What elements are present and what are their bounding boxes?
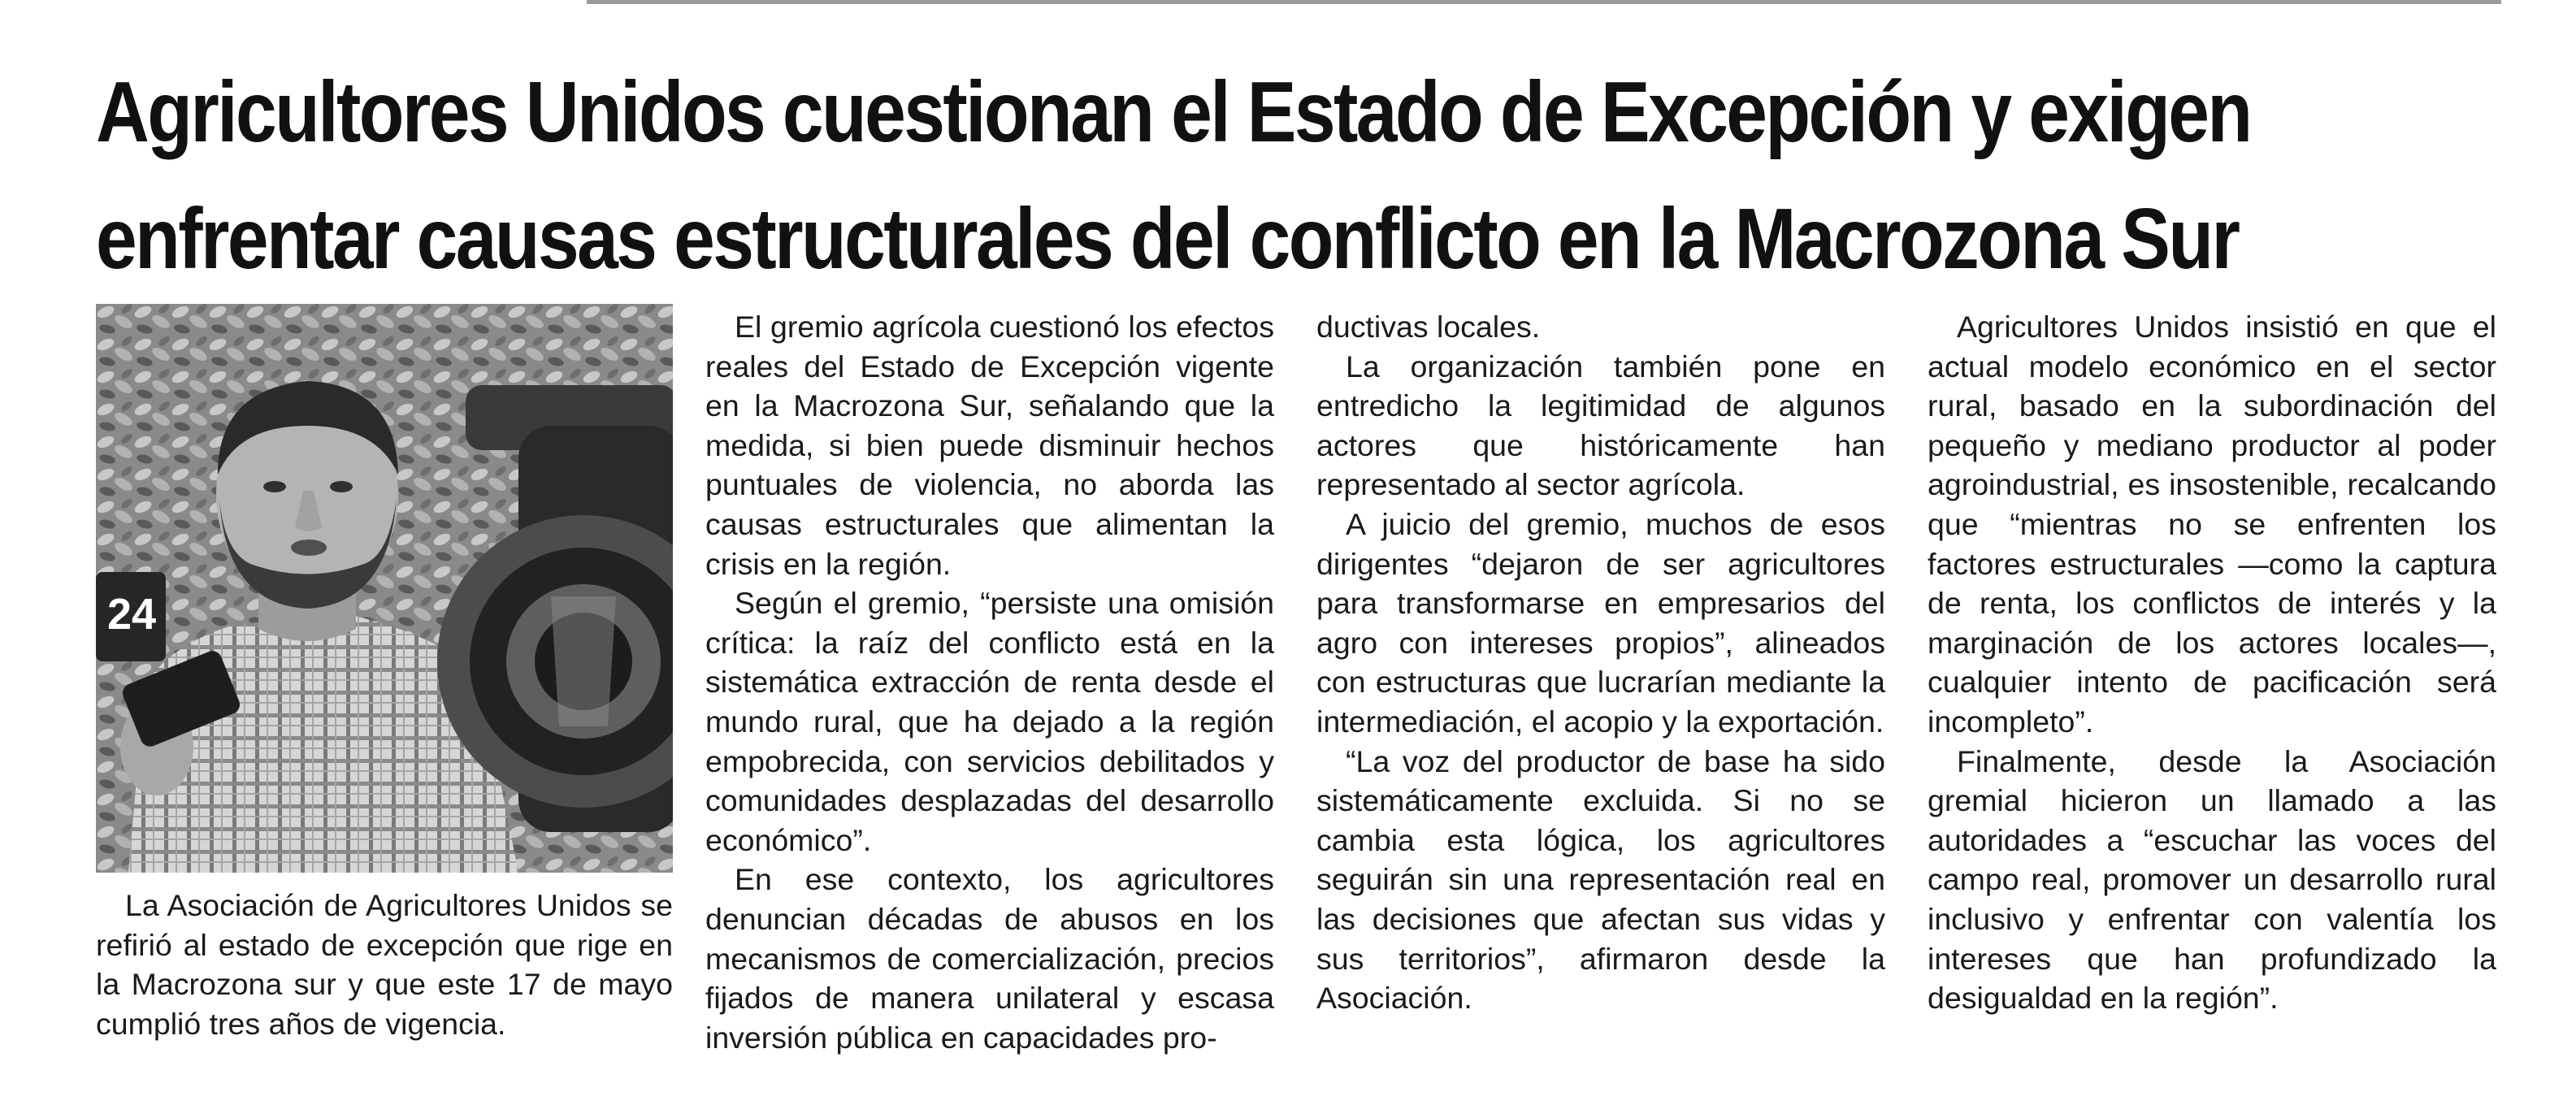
article-column-2 [1316, 307, 1885, 1018]
paragraph: Agricultores Unidos insistió en que el actual modelo económico en el sector rural, basado en la subordinación del pequeño y mediano productor al poder agroindustrial, es insostenible, recalcando que “mientras no se enfrenten los factores estructurales —como la captura de renta, los conflictos de interés y la marginación de los actores locales—, cualquier intento de pacificación será incompleto”. [1928, 310, 2496, 739]
headline [96, 49, 2251, 302]
top-rule [587, 0, 2501, 4]
paragraph-continued: ductivas locales. [1316, 310, 1541, 344]
paragraph: “La voz del productor de base ha sido sistemáticamente excluida. Si no se cambia esta lógica, los agricultores seguirán sin una representación real en las decisiones que afectan sus vidas y sus territorios”, afirmaron desde la Asociación. [1316, 743, 1885, 1016]
paragraph: A juicio del gremio, muchos de esos dirigentes “dejaron de ser agricultores para transformarse en empresarios del agro con intereses propios”, alineados con estructuras que lucrarían mediante la intermediación, el acopio y la exportación. [1316, 506, 1885, 739]
paragraph: El gremio agrícola cuestionó los efectos reales del Estado de Excepción vigente en la Macrozona Sur, señalando que la medida, si bien puede disminuir hechos puntuales de violencia, no aborda las causas estructurales que alimentan la crisis en la región. [705, 310, 1274, 581]
paragraph: En ese contexto, los agricultores denuncian décadas de abusos en los mecanismos de comercialización, precios fijados de manera unilateral y escasa inversión pública en capacidades pro- [705, 862, 1274, 1055]
article-column-3 [1928, 307, 2496, 1018]
paragraph: Finalmente, desde la Asociación gremial hicieron un llamado a las autoridades a “escuchar las voces del campo real, promover un desarrollo rural inclusivo y enfrentar con valentía los intereses que han profundizado la desigualdad en la región”. [1928, 743, 2496, 1016]
mic-channel-label: 24 [107, 590, 157, 639]
headline-line-1: Agricultores Unidos cuestionan el Estado de Excepción y exigen [96, 64, 2251, 160]
photo-caption: La Asociación de Agricultores Unidos se refirió al estado de excepción que rige en la Macrozona sur y que este 17 de mayo cumplió tres años de vigencia. [96, 888, 673, 1041]
paragraph: La organización también pone en entredicho la legitimidad de algunos actores que históricamente han representado al sector agrícola. [1316, 349, 1885, 502]
article-column-1 [705, 307, 1274, 1057]
paragraph: Según el gremio, “persiste una omisión crítica: la raíz del conflicto está en la sistemática extracción de renta desde el mundo rural, que ha dejado a la región empobrecida, con servicios debilitados y comunidades desplazadas del desarrollo económico”. [705, 586, 1274, 857]
article-photo [96, 304, 673, 873]
headline-line-2: enfrentar causas estructurales del conflicto en la Macrozona Sur [96, 191, 2239, 287]
